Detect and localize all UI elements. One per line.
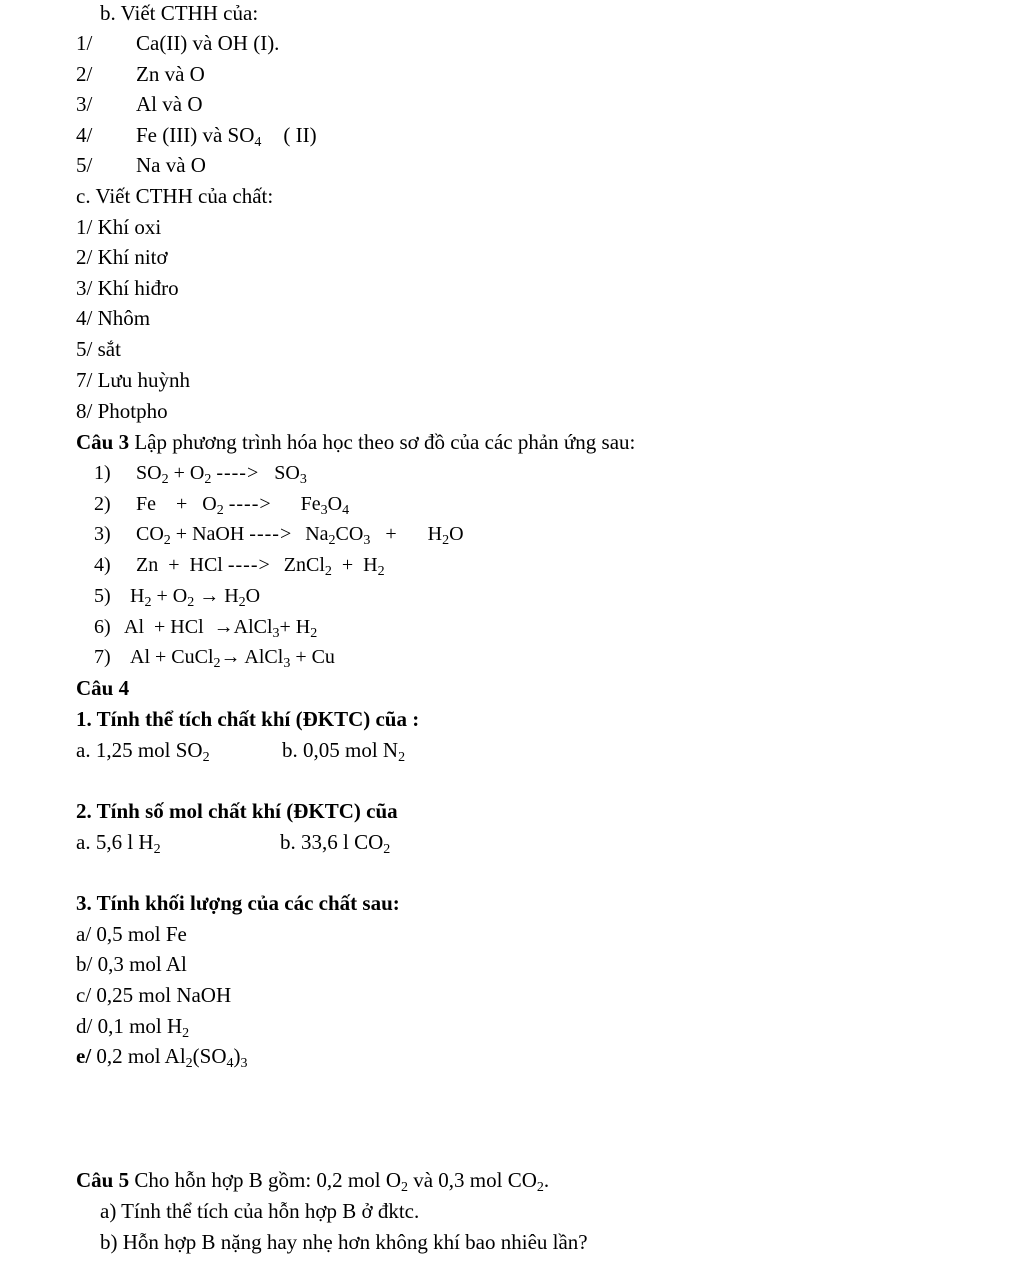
item-number: 5/ [76, 153, 93, 177]
list-item: 3/ Khí hiđro [76, 276, 179, 300]
list-item: 1/ Khí oxi [76, 215, 162, 239]
equation-6: 6) Al + HCl →AlCl$_3$+ $H_2$ [94, 616, 318, 641]
list-item [76, 30, 280, 56]
cau3-heading: Câu 3 Lập phương trình hóa học theo sơ đồ của các phản ứng sau: [76, 430, 636, 454]
item-text: Ca(II) và OH (I). [136, 31, 280, 55]
equation-3: 3) $CO_2$ + NaOH ----> $Na_2CO_3 + H_2O$ [94, 523, 464, 548]
item-number: 4/ [76, 123, 93, 147]
cau5-a: a) Tính thể tích của hỗn hợp B ở đktc. [100, 1199, 420, 1223]
cau4-q3-title: 3. Tính khối lượng của các chất sau: [76, 891, 400, 915]
list-item: c/ 0,25 mol NaOH [76, 983, 232, 1007]
list-item: e/ 0,2 mol $Al_2(SO_4)_3$ [76, 1044, 248, 1071]
item-text: Na và O [136, 153, 206, 177]
list-item: b/ 0,3 mol Al [76, 952, 187, 976]
list-item: 2/ Khí nitơ [76, 245, 168, 269]
list-item: 5/ sắt [76, 337, 121, 361]
list-item [76, 122, 317, 150]
list-item: 8/ Photpho [76, 399, 168, 423]
cau4-q2-b: b. 33,6 l $CO_2$ [280, 830, 391, 857]
cau5-heading: Câu 5 Cho hỗn hợp B gồm: 0,2 mol $O_2$ và 0,3 mol $CO_2$. [76, 1168, 550, 1195]
item-text: Fe (III) và $SO_4$ ( II) [136, 123, 317, 150]
item-number: 3/ [76, 92, 93, 116]
list-item: d/ 0,1 mol $H_2$ [76, 1014, 190, 1041]
list-item: 7/ Lưu huỳnh [76, 368, 191, 392]
cau4-q1-a: a. 1,25 mol $SO_2$ [76, 738, 210, 765]
list-item: a/ 0,5 mol Fe [76, 922, 187, 946]
list-item [76, 152, 206, 178]
list-item: 4/ Nhôm [76, 306, 151, 330]
list-item [76, 61, 205, 87]
item-text: Al và O [136, 92, 203, 116]
cau4-q1-b: b. 0,05 mol $N_2$ [282, 738, 406, 765]
equation-5: 5) $H_2 + O_2 \to H_2O$ [94, 585, 261, 610]
cau4-heading: Câu 4 [76, 676, 130, 700]
cau4-q1-title: 1. Tính thể tích chất khí (ĐKTC) cũa : [76, 707, 420, 731]
cau4-q2-a: a. 5,6 l $H_2$ [76, 830, 161, 857]
equation-1: 1) $SO_2 + O_2$ ----> $SO_3$ [94, 462, 307, 487]
cau4-q2-title: 2. Tính số mol chất khí (ĐKTC) cũa [76, 799, 398, 823]
list-item [76, 91, 203, 117]
item-text: Zn và O [136, 62, 205, 86]
equation-4: 4) Zn + HCl ----> ZnCl$_2$ + $H_2$ [94, 554, 385, 579]
cau5-b: b) Hỗn hợp B nặng hay nhẹ hơn không khí bao nhiêu lần? [100, 1230, 588, 1254]
equation-7: 7) Al + CuCl$_2$→ AlCl$_3$ + Cu [94, 646, 335, 671]
item-number: 1/ [76, 31, 93, 55]
part-c-heading: c. Viết CTHH của chất: [76, 184, 274, 208]
equation-2: 2) Fe + $O_2$ ----> $Fe_3O_4$ [94, 493, 350, 518]
item-number: 2/ [76, 62, 93, 86]
part-b-heading: b. Viết CTHH của: [100, 1, 259, 25]
